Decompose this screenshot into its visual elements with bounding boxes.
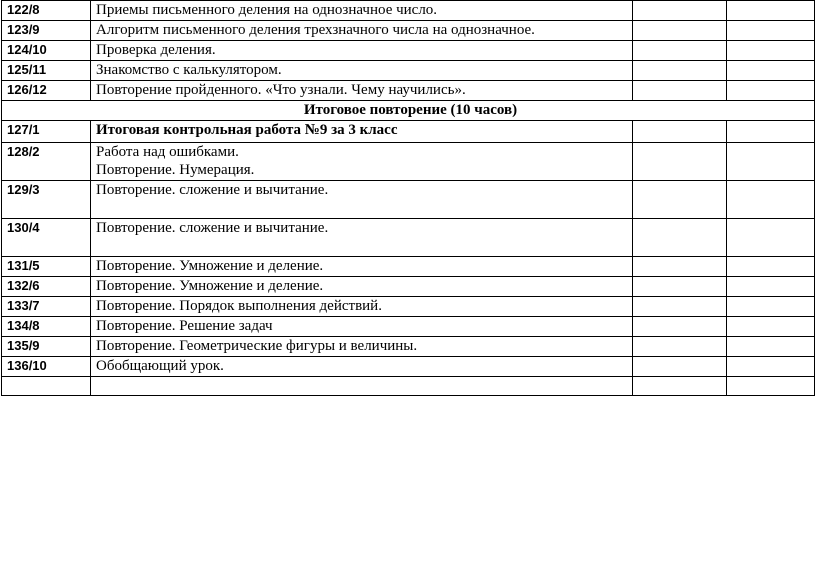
lesson-topic <box>91 61 633 81</box>
date-fact-cell <box>727 61 815 81</box>
lesson-topic <box>91 317 633 337</box>
lesson-topic-line: Повторение. Геометрические фигуры и величины. <box>96 338 418 354</box>
table-row <box>2 337 815 357</box>
table-row <box>2 181 815 219</box>
lesson-topic-line: Повторение. Порядок выполнения действий. <box>96 298 382 314</box>
date-plan-cell <box>633 277 727 297</box>
lesson-number: 134/8 <box>2 317 91 337</box>
lesson-topic <box>91 1 633 21</box>
date-fact-cell <box>727 41 815 61</box>
date-plan-cell <box>633 337 727 357</box>
date-fact-cell <box>727 257 815 277</box>
table-row <box>2 1 815 21</box>
date-plan-cell <box>633 121 727 143</box>
table-row <box>2 121 815 143</box>
date-plan-cell <box>633 219 727 257</box>
lesson-topic-line: Приемы письменного деления на однозначное число. <box>96 2 438 18</box>
lesson-topic-line: Знакомство с калькулятором. <box>96 62 282 78</box>
table-row <box>2 143 815 181</box>
lesson-topic-line: Повторение пройденного. «Что узнали. Чему научились». <box>96 82 466 98</box>
lesson-topic <box>91 357 633 377</box>
lesson-topic <box>91 181 633 219</box>
date-fact-cell <box>727 181 815 219</box>
date-fact-cell <box>727 297 815 317</box>
lesson-plan-table <box>1 0 815 396</box>
section-header-row <box>2 101 815 121</box>
lesson-number: 130/4 <box>2 219 91 257</box>
lesson-topic-line: Итоговая контрольная работа №9 за 3 класс <box>96 122 398 138</box>
lesson-topic <box>91 21 633 41</box>
lesson-topic-line: Повторение. Умножение и деление. <box>96 258 324 274</box>
lesson-topic <box>91 297 633 317</box>
table-row <box>2 21 815 41</box>
table-row <box>2 297 815 317</box>
date-plan-cell <box>633 21 727 41</box>
lesson-topic <box>91 277 633 297</box>
lesson-topic <box>91 121 633 143</box>
table-row <box>2 317 815 337</box>
date-fact-cell <box>727 81 815 101</box>
date-fact-cell <box>727 277 815 297</box>
lesson-topic-line: Повторение. Умножение и деление. <box>96 278 324 294</box>
date-fact-cell <box>727 317 815 337</box>
table-row <box>2 257 815 277</box>
date-fact-cell <box>727 377 815 396</box>
date-plan-cell <box>633 357 727 377</box>
date-plan-cell <box>633 181 727 219</box>
table-row <box>2 41 815 61</box>
date-plan-cell <box>633 61 727 81</box>
lesson-topic <box>91 337 633 357</box>
lesson-topic <box>91 41 633 61</box>
lesson-topic <box>91 257 633 277</box>
lesson-number: 135/9 <box>2 337 91 357</box>
lesson-number: 132/6 <box>2 277 91 297</box>
lesson-number: 131/5 <box>2 257 91 277</box>
lesson-number: 123/9 <box>2 21 91 41</box>
lesson-number: 124/10 <box>2 41 91 61</box>
lesson-number: 125/11 <box>2 61 91 81</box>
lesson-topic <box>91 219 633 257</box>
date-fact-cell <box>727 143 815 181</box>
lesson-topic-line: Повторение. Нумерация. <box>96 162 255 178</box>
lesson-topic <box>91 81 633 101</box>
lesson-plan-body <box>2 1 815 396</box>
date-fact-cell <box>727 21 815 41</box>
date-fact-cell <box>727 121 815 143</box>
lesson-topic-line: Повторение. Решение задач <box>96 318 273 334</box>
lesson-number: 133/7 <box>2 297 91 317</box>
lesson-topic-line: Повторение. сложение и вычитание. <box>96 182 329 198</box>
table-row <box>2 277 815 297</box>
date-plan-cell <box>633 257 727 277</box>
date-plan-cell <box>633 297 727 317</box>
date-plan-cell <box>633 1 727 21</box>
date-plan-cell <box>633 317 727 337</box>
lesson-topic <box>91 143 633 181</box>
date-plan-cell <box>633 143 727 181</box>
date-fact-cell <box>727 219 815 257</box>
date-fact-cell <box>727 1 815 21</box>
lesson-topic-line: Обобщающий урок. <box>96 358 224 374</box>
lesson-topic <box>91 377 633 396</box>
lesson-topic-line: Проверка деления. <box>96 42 216 58</box>
lesson-number: 128/2 <box>2 143 91 181</box>
lesson-number: 126/12 <box>2 81 91 101</box>
lesson-topic-line: Работа над ошибками. <box>96 144 239 160</box>
date-fact-cell <box>727 357 815 377</box>
date-plan-cell <box>633 81 727 101</box>
date-fact-cell <box>727 337 815 357</box>
lesson-topic-line: Повторение. сложение и вычитание. <box>96 220 329 236</box>
section-title: Итоговое повторение (10 часов) <box>2 101 815 121</box>
table-row <box>2 357 815 377</box>
lesson-number <box>2 377 91 396</box>
date-plan-cell <box>633 41 727 61</box>
table-row <box>2 61 815 81</box>
lesson-topic-line: Алгоритм письменного деления трехзначного числа на однозначное. <box>96 22 535 38</box>
table-row <box>2 219 815 257</box>
lesson-number: 122/8 <box>2 1 91 21</box>
date-plan-cell <box>633 377 727 396</box>
lesson-number: 136/10 <box>2 357 91 377</box>
table-row <box>2 377 815 396</box>
lesson-number: 129/3 <box>2 181 91 219</box>
lesson-number: 127/1 <box>2 121 91 143</box>
table-row <box>2 81 815 101</box>
